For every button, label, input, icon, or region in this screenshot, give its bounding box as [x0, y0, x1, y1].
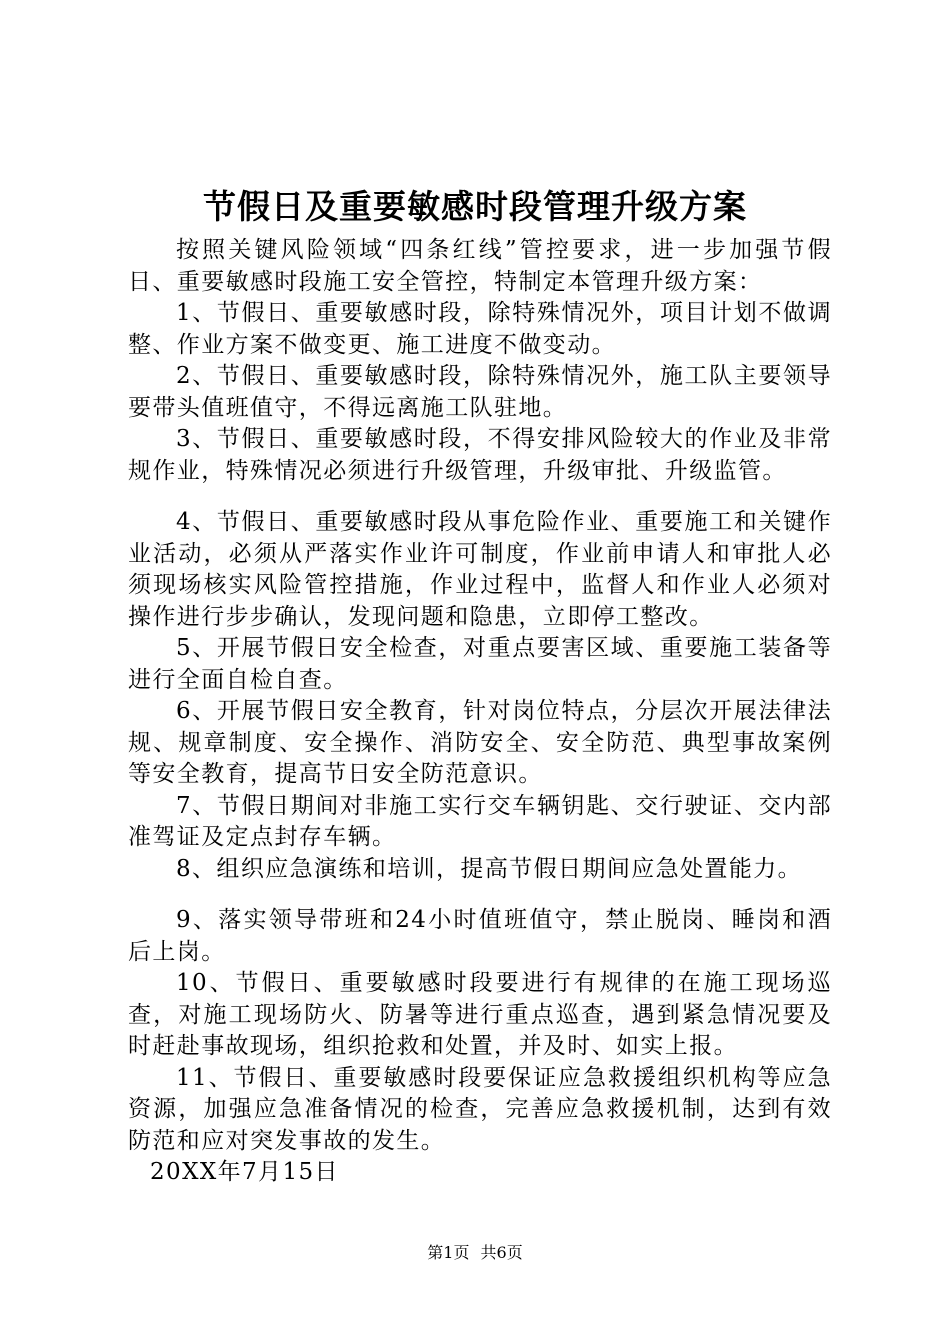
item-1-paragraph: 1、节假日、重要敏感时段，除特殊情况外，项目计划不做调整、作业方案不做变更、施工进度不做变动。: [128, 300, 832, 358]
item-7-paragraph: 7、节假日期间对非施工实行交车辆钥匙、交行驶证、交内部准驾证及定点封存车辆。: [128, 792, 832, 850]
item-11-paragraph: 11、节假日、重要敏感时段要保证应急救援组织机构等应急资源，加强应急准备情况的检查，完善应急救援机制，达到有效防范和应对突发事故的发生。: [128, 1064, 832, 1154]
page-number-current: 第1页: [427, 1243, 470, 1262]
page-number-total: 共6页: [480, 1243, 523, 1262]
document-date: 20XX年7月15日: [150, 1159, 339, 1185]
item-3-paragraph: 3、节假日、重要敏感时段，不得安排风险较大的作业及非常规作业，特殊情况必须进行升级管理，升级审批、升级监管。: [128, 426, 832, 484]
item-5-paragraph: 5、开展节假日安全检查，对重点要害区域、重要施工装备等进行全面自检自查。: [128, 635, 832, 693]
item-10-paragraph: 10、节假日、重要敏感时段要进行有规律的在施工现场巡查，对施工现场防火、防暑等进行重点巡查，遇到紧急情况要及时赶赴事故现场，组织抢救和处置，并及时、如实上报。: [128, 970, 832, 1059]
document-body: [128, 235, 832, 1189]
page-footer: [0, 1243, 950, 1263]
item-6-paragraph: 6、开展节假日安全教育，针对岗位特点，分层次开展法律法规、规章制度、安全操作、消防安全、安全防范、典型事故案例等安全教育，提高节日安全防范意识。: [128, 698, 832, 787]
item-8-paragraph: 8、组织应急演练和培训，提高节假日期间应急处置能力。: [176, 855, 803, 882]
intro-paragraph: 按照关键风险领域“四条红线”管控要求，进一步加强节假日、重要敏感时段施工安全管控，特制定本管理升级方案：: [128, 237, 832, 295]
item-2-paragraph: 2、节假日、重要敏感时段，除特殊情况外，施工队主要领导要带头值班值守，不得远离施工队驻地。: [128, 363, 832, 421]
item-4-paragraph: 4、节假日、重要敏感时段从事危险作业、重要施工和关键作业活动，必须从严落实作业许可制度，作业前申请人和审批人必须现场核实风险管控措施，作业过程中，监督人和作业人必须对操作进行步步确认，发现问题和隐患，立即停工整改。: [128, 509, 832, 630]
item-9-paragraph: 9、落实领导带班和24小时值班值守，禁止脱岗、睡岗和酒后上岗。: [128, 907, 832, 965]
document-title: 节假日及重要敏感时段管理升级方案: [203, 187, 747, 226]
